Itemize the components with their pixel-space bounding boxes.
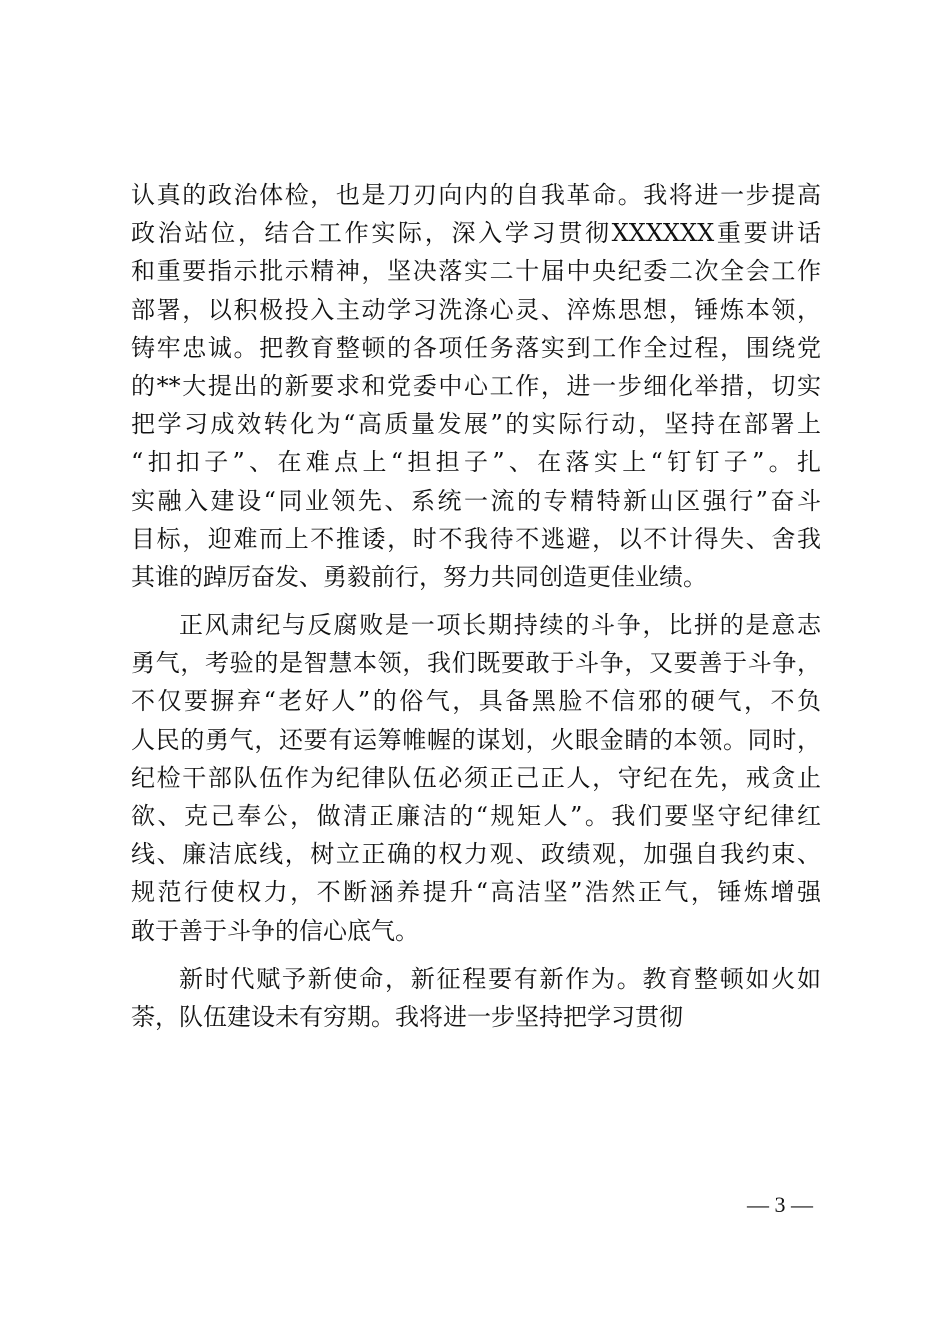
text-line: 人民的勇气，还要有运筹帷幄的谋划，火眼金睛的本领。同时， — [131, 725, 821, 754]
text-line: 部署，以积极投入主动学习洗涤心灵、淬炼思想，锤炼本领， — [131, 295, 821, 324]
text-line: 正风肃纪与反腐败是一项长期持续的斗争，比拼的是意志 — [179, 611, 821, 640]
paragraph-1 — [131, 176, 821, 596]
text-line: 和重要指示批示精神，坚决落实二十届中央纪委二次全会工作 — [131, 257, 821, 286]
paragraph-spacer — [131, 596, 821, 606]
text-line: 纪检干部队伍作为纪律队伍必须正己正人，守纪在先，戒贪止 — [131, 763, 821, 792]
page-number: — 3 — — [747, 1192, 813, 1217]
text-line: 敢于善于斗争的信心底气。 — [131, 916, 419, 945]
text-line: 线、廉洁底线，树立正确的权力观、政绩观，加强自我约束、 — [131, 840, 821, 869]
text-line: 实融入建设“同业领先、系统一流的专精特新山区强行”奋斗 — [131, 486, 821, 515]
text-line: 目标，迎难而上不推诿，时不我待不逃避，以不计得失、舍我 — [131, 524, 821, 553]
text-line: 规范行使权力，不断涵养提升“高洁坚”浩然正气，锤炼增强 — [131, 878, 821, 907]
paragraph-3 — [131, 960, 821, 1036]
text-line: 新时代赋予新使命，新征程要有新作为。教育整顿如火如 — [179, 964, 821, 993]
text-line: 勇气，考验的是智慧本领，我们既要敢于斗争，又要善于斗争， — [131, 649, 821, 678]
text-line: 把学习成效转化为“高质量发展”的实际行动，坚持在部署上 — [131, 410, 821, 439]
text-line: 不仅要摒弃“老好人”的俗气，具备黑脸不信邪的硬气，不负 — [131, 687, 821, 716]
document-body — [131, 176, 821, 1036]
text-line: 的**大提出的新要求和党委中心工作，进一步细化举措，切实 — [131, 371, 821, 400]
text-line: “扣扣子”、在难点上“担担子”、在落实上“钉钉子”。扎 — [131, 448, 821, 477]
text-line: 其谁的踔厉奋发、勇毅前行，努力共同创造更佳业绩。 — [131, 562, 707, 591]
text-line: 欲、克己奉公，做清正廉洁的“规矩人”。我们要坚守纪律红 — [131, 802, 821, 830]
text-line: 认真的政治体检，也是刀刃向内的自我革命。我将进一步提高 — [131, 181, 821, 209]
text-line: 铸牢忠诚。把教育整顿的各项任务落实到工作全过程，围绕党 — [131, 333, 821, 362]
text-line: 政治站位，结合工作实际，深入学习贯彻XXXXXX重要讲话 — [131, 219, 821, 248]
text-line: 荼，队伍建设未有穷期。我将进一步坚持把学习贯彻 — [131, 1002, 683, 1031]
paragraph-2 — [131, 606, 821, 950]
paragraph-spacer — [131, 950, 821, 960]
